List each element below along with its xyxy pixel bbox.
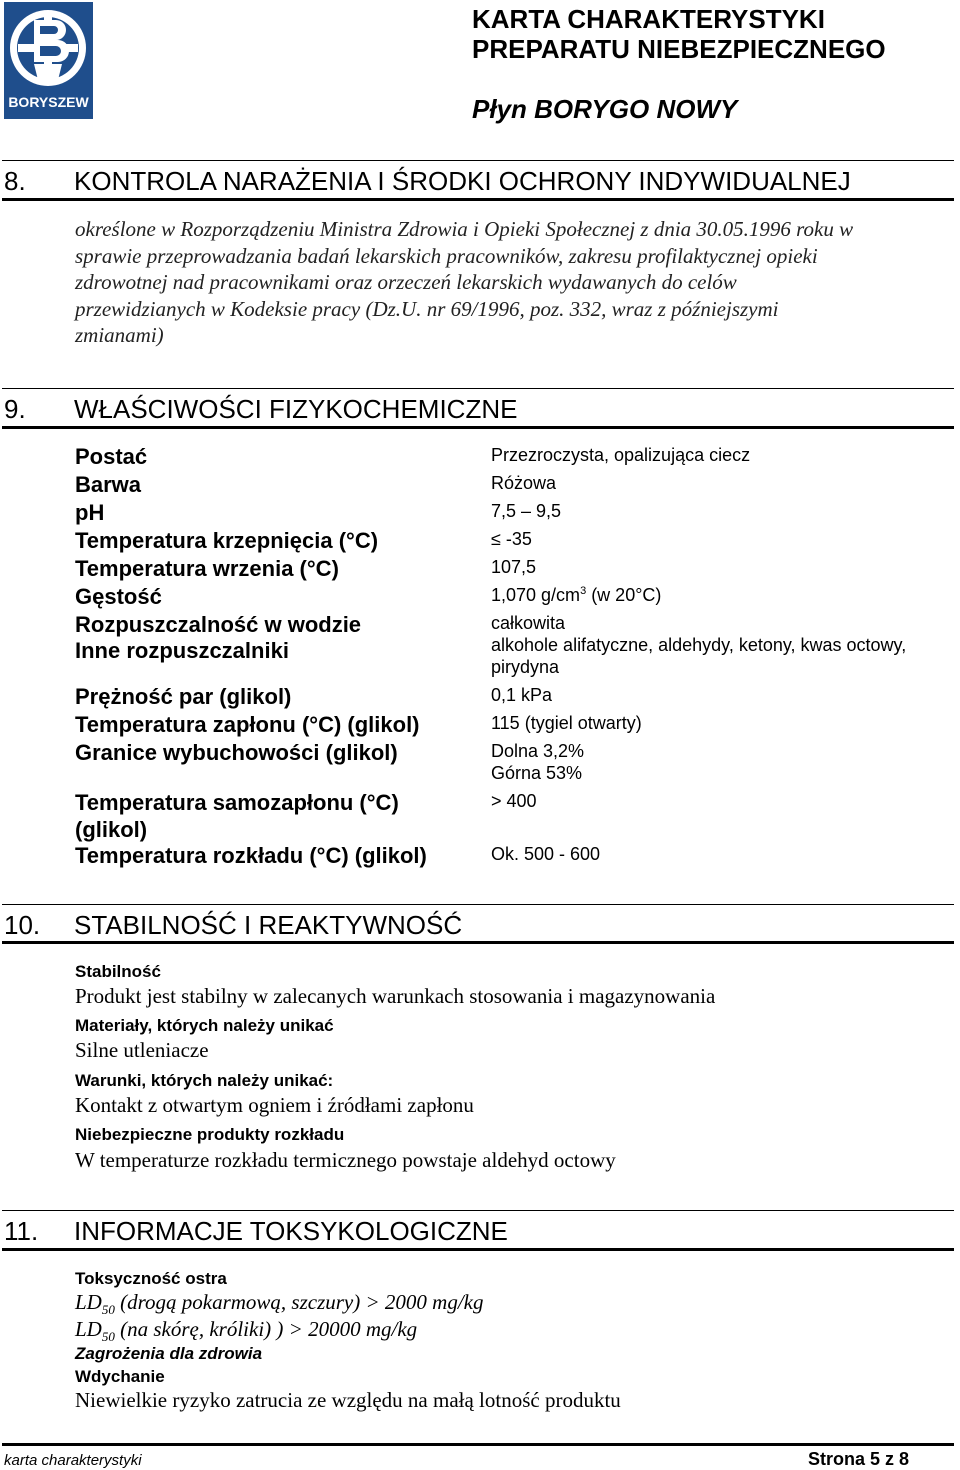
property-value: Różowa (491, 473, 557, 493)
section-8-line: przewidzianych w Kodeksie pracy (Dz.U. nr 69/1996, poz. 332, wraz z późniejszymi (75, 296, 779, 321)
property-value: Górna 53% (491, 763, 583, 783)
inhalation-label: Wdychanie (75, 1367, 165, 1386)
density-condition: (w 20°C) (586, 585, 662, 605)
section-9-rule (2, 426, 954, 429)
ld50-oral (75, 1290, 483, 1318)
property-value: alkohole alifatyczne, aldehydy, ketony, kwas octowy, (491, 635, 907, 655)
subsection-text: W temperaturze rozkładu termicznego powstaje aldehyd octowy (75, 1148, 616, 1172)
property-label: Temperatura krzepnięcia (°C) (75, 528, 379, 553)
property-label: Postać (75, 444, 148, 469)
company-logo (4, 2, 93, 119)
ld-detail: (na skórę, króliki) ) > 20000 mg/kg (114, 1317, 418, 1341)
toxicity-label: Toksyczność ostra (75, 1269, 227, 1288)
subsection-label: Materiały, których należy unikać (75, 1016, 334, 1035)
footer-rule (2, 1443, 954, 1446)
ld50-dermal (75, 1317, 417, 1345)
property-value: Przezroczysta, opalizująca ciecz (491, 445, 751, 465)
section-8-number: 8. (4, 166, 26, 196)
property-value: ≤ -35 (491, 529, 532, 549)
section-8-title: KONTROLA NARAŻENIA I ŚRODKI OCHRONY INDYWIDUALNEJ (74, 166, 851, 196)
property-label: Temperatura samozapłonu (°C) (75, 790, 399, 815)
property-label: Granice wybuchowości (glikol) (75, 740, 398, 765)
ld-subscript: 50 (101, 1302, 115, 1318)
boryszew-shield-icon (4, 2, 93, 94)
subsection-label: Warunki, których należy unikać: (75, 1071, 334, 1090)
section-8-line: zmianami) (75, 323, 164, 347)
section-8-text (75, 216, 853, 349)
section-10-top-rule (2, 904, 954, 905)
page-number: Strona 5 z 8 (808, 1449, 910, 1469)
subsection-text: Produkt jest stabilny w zalecanych warunkach stosowania i magazynowania (75, 984, 716, 1008)
section-9-top-rule (2, 388, 954, 389)
property-value: 107,5 (491, 557, 537, 577)
section-11-top-rule (2, 1210, 954, 1211)
section-10-title: STABILNOŚĆ I REAKTYWNOŚĆ (74, 910, 463, 940)
section-10-rule (2, 941, 954, 944)
section-9-title: WŁAŚCIWOŚCI FIZYKOCHEMICZNE (74, 394, 518, 424)
section-8-top-rule (2, 160, 954, 161)
property-value: 7,5 – 9,5 (491, 501, 562, 521)
inhalation-text: Niewielkie ryzyko zatrucia ze względu na małą lotność produktu (75, 1388, 621, 1412)
section-11-rule (2, 1248, 954, 1251)
section-11-title: INFORMACJE TOKSYKOLOGICZNE (74, 1216, 508, 1246)
ld-subscript: 50 (101, 1329, 115, 1345)
document-title-line1: KARTA CHARAKTERYSTYKI (472, 4, 825, 34)
section-8-line: sprawie przeprowadzania badań lekarskich pracowników, zakresu profilaktycznej opieki (75, 243, 818, 268)
property-label: pH (75, 500, 105, 525)
footer-document-name: karta charakterystyki (4, 1452, 142, 1469)
ld-text: LD (75, 1290, 102, 1314)
section-11-number: 11. (4, 1216, 39, 1246)
property-value: pirydyna (491, 657, 560, 677)
subsection-text: Silne utleniacze (75, 1038, 209, 1062)
document-title-line2: PREPARATU NIEBEZPIECZNEGO (472, 34, 886, 64)
section-9-number: 9. (4, 394, 26, 424)
property-label: Rozpuszczalność w wodzie (75, 612, 362, 637)
property-label: Temperatura zapłonu (°C) (glikol) (75, 712, 420, 737)
ld-detail: (drogą pokarmową, szczury) > 2000 mg/kg (114, 1290, 484, 1314)
property-label: Temperatura rozkładu (°C) (glikol) (75, 843, 427, 868)
property-value: całkowita (491, 613, 566, 633)
property-label: Prężność par (glikol) (75, 684, 292, 709)
density-value: 1,070 g/cm (491, 585, 581, 605)
property-label: Temperatura wrzenia (°C) (75, 556, 339, 581)
property-value (491, 585, 661, 606)
ld-text: LD (75, 1317, 102, 1341)
property-value: Ok. 500 - 600 (491, 844, 601, 864)
property-value: 0,1 kPa (491, 685, 553, 705)
density-exponent: 3 (580, 585, 587, 597)
property-label: (glikol) (75, 817, 148, 842)
property-label: Barwa (75, 472, 142, 497)
subsection-label: Stabilność (75, 962, 161, 981)
section-8-line: określone w Rozporządzeniu Ministra Zdrowia i Opieki Społecznej z dnia 30.05.1996 roku w (75, 217, 854, 241)
section-8-rule (2, 198, 954, 201)
product-name: Płyn BORYGO NOWY (472, 94, 738, 124)
subsection-text: Kontakt z otwartym ogniem i źródłami zapłonu (75, 1093, 474, 1117)
logo-text: BORYSZEW (8, 94, 89, 110)
property-value: 115 (tygiel otwarty) (491, 713, 642, 733)
section-10-number: 10. (4, 910, 41, 940)
health-hazards-label: Zagrożenia dla zdrowia (75, 1344, 263, 1363)
subsection-label: Niebezpieczne produkty rozkładu (75, 1125, 345, 1144)
property-label: Gęstość (75, 584, 162, 609)
property-label: Inne rozpuszczalniki (75, 638, 289, 663)
section-8-line: zdrowotnej nad pracownikami oraz orzeczeń lekarskich wydawanych do celów (75, 270, 737, 294)
property-value: Dolna 3,2% (491, 741, 585, 761)
property-value: > 400 (491, 791, 537, 811)
